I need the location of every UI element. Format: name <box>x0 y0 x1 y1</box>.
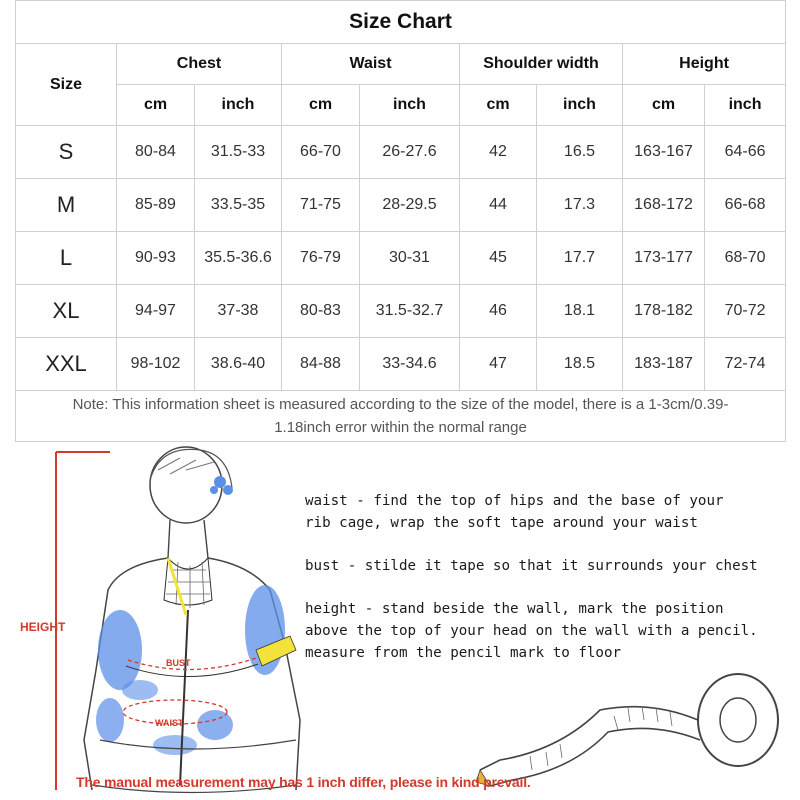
measurement-cell: 26-27.6 <box>360 126 460 179</box>
measurement-cell: 28-29.5 <box>360 179 460 232</box>
measurement-cell: 35.5-36.6 <box>195 232 282 285</box>
measurement-cell: 72-74 <box>705 338 786 391</box>
measurement-cell: 178-182 <box>623 285 705 338</box>
size-cell: S <box>16 126 117 179</box>
waist-header: Waist <box>282 44 460 85</box>
measurement-cell: 76-79 <box>282 232 360 285</box>
table-row <box>16 126 786 179</box>
measurement-cell: 33.5-35 <box>195 179 282 232</box>
measurement-cell: 44 <box>460 179 537 232</box>
unit-header: inch <box>537 85 623 126</box>
measurement-cell: 94-97 <box>117 285 195 338</box>
size-cell: M <box>16 179 117 232</box>
size-cell: XL <box>16 285 117 338</box>
unit-header: inch <box>195 85 282 126</box>
measurement-cell: 183-187 <box>623 338 705 391</box>
measurement-cell: 16.5 <box>537 126 623 179</box>
chart-title: Size Chart <box>16 1 786 44</box>
table-row <box>16 338 786 391</box>
unit-header: inch <box>705 85 786 126</box>
unit-row <box>16 85 786 126</box>
unit-header: cm <box>623 85 705 126</box>
measurement-cell: 68-70 <box>705 232 786 285</box>
measurement-cell: 173-177 <box>623 232 705 285</box>
shoulder-width-header: Shoulder width <box>460 44 623 85</box>
measurement-cell: 84-88 <box>282 338 360 391</box>
measurement-cell: 64-66 <box>705 126 786 179</box>
table-row <box>16 232 786 285</box>
measurement-cell: 31.5-32.7 <box>360 285 460 338</box>
measurement-cell: 30-31 <box>360 232 460 285</box>
size-cell: L <box>16 232 117 285</box>
measurement-cell: 66-68 <box>705 179 786 232</box>
measurement-cell: 18.1 <box>537 285 623 338</box>
measurement-cell: 168-172 <box>623 179 705 232</box>
waist-label: WAIST <box>155 718 184 728</box>
measurement-cell: 80-83 <box>282 285 360 338</box>
footer-disclaimer: The manual measurement may has 1 inch differ, please in kind prevail. <box>76 774 531 790</box>
tape-measure-icon <box>476 674 778 786</box>
measurement-cell: 37-38 <box>195 285 282 338</box>
measurement-cell: 71-75 <box>282 179 360 232</box>
unit-header: inch <box>360 85 460 126</box>
measurement-note: Note: This information sheet is measured according to the size of the model, there is a 1-3cm/0.39-1.18inch error within the normal range <box>16 391 786 442</box>
table-row <box>16 179 786 232</box>
size-chart <box>15 0 785 442</box>
measurement-cell: 45 <box>460 232 537 285</box>
measurement-cell: 38.6-40 <box>195 338 282 391</box>
measurement-cell: 18.5 <box>537 338 623 391</box>
unit-header: cm <box>460 85 537 126</box>
bust-instruction: bust - stilde it tape so that it surrounds your chest <box>305 558 758 574</box>
measurement-cell: 163-167 <box>623 126 705 179</box>
size-cell: XXL <box>16 338 117 391</box>
height-header: Height <box>623 44 786 85</box>
measurement-cell: 98-102 <box>117 338 195 391</box>
measurement-cell: 31.5-33 <box>195 126 282 179</box>
measurement-cell: 66-70 <box>282 126 360 179</box>
table-row <box>16 285 786 338</box>
measurement-cell: 90-93 <box>117 232 195 285</box>
measurement-cell: 42 <box>460 126 537 179</box>
chest-header: Chest <box>117 44 282 85</box>
measurement-cell: 33-34.6 <box>360 338 460 391</box>
measurement-cell: 70-72 <box>705 285 786 338</box>
waist-instruction: waist - find the top of hips and the base of your rib cage, wrap the soft tape around your waist <box>305 493 724 531</box>
measurement-cell: 46 <box>460 285 537 338</box>
height-instruction: height - stand beside the wall, mark the position above the top of your head on the wall with a pencil. measure from the pencil mark to floor <box>305 601 758 661</box>
size-table <box>15 0 786 442</box>
measurement-cell: 17.7 <box>537 232 623 285</box>
measurement-cell: 80-84 <box>117 126 195 179</box>
measurement-cell: 47 <box>460 338 537 391</box>
size-column-header: Size <box>16 44 117 126</box>
bust-label: BUST <box>166 658 191 668</box>
unit-header: cm <box>117 85 195 126</box>
height-label: HEIGHT <box>20 620 66 634</box>
measurement-cell: 17.3 <box>537 179 623 232</box>
measurement-cell: 85-89 <box>117 179 195 232</box>
unit-header: cm <box>282 85 360 126</box>
